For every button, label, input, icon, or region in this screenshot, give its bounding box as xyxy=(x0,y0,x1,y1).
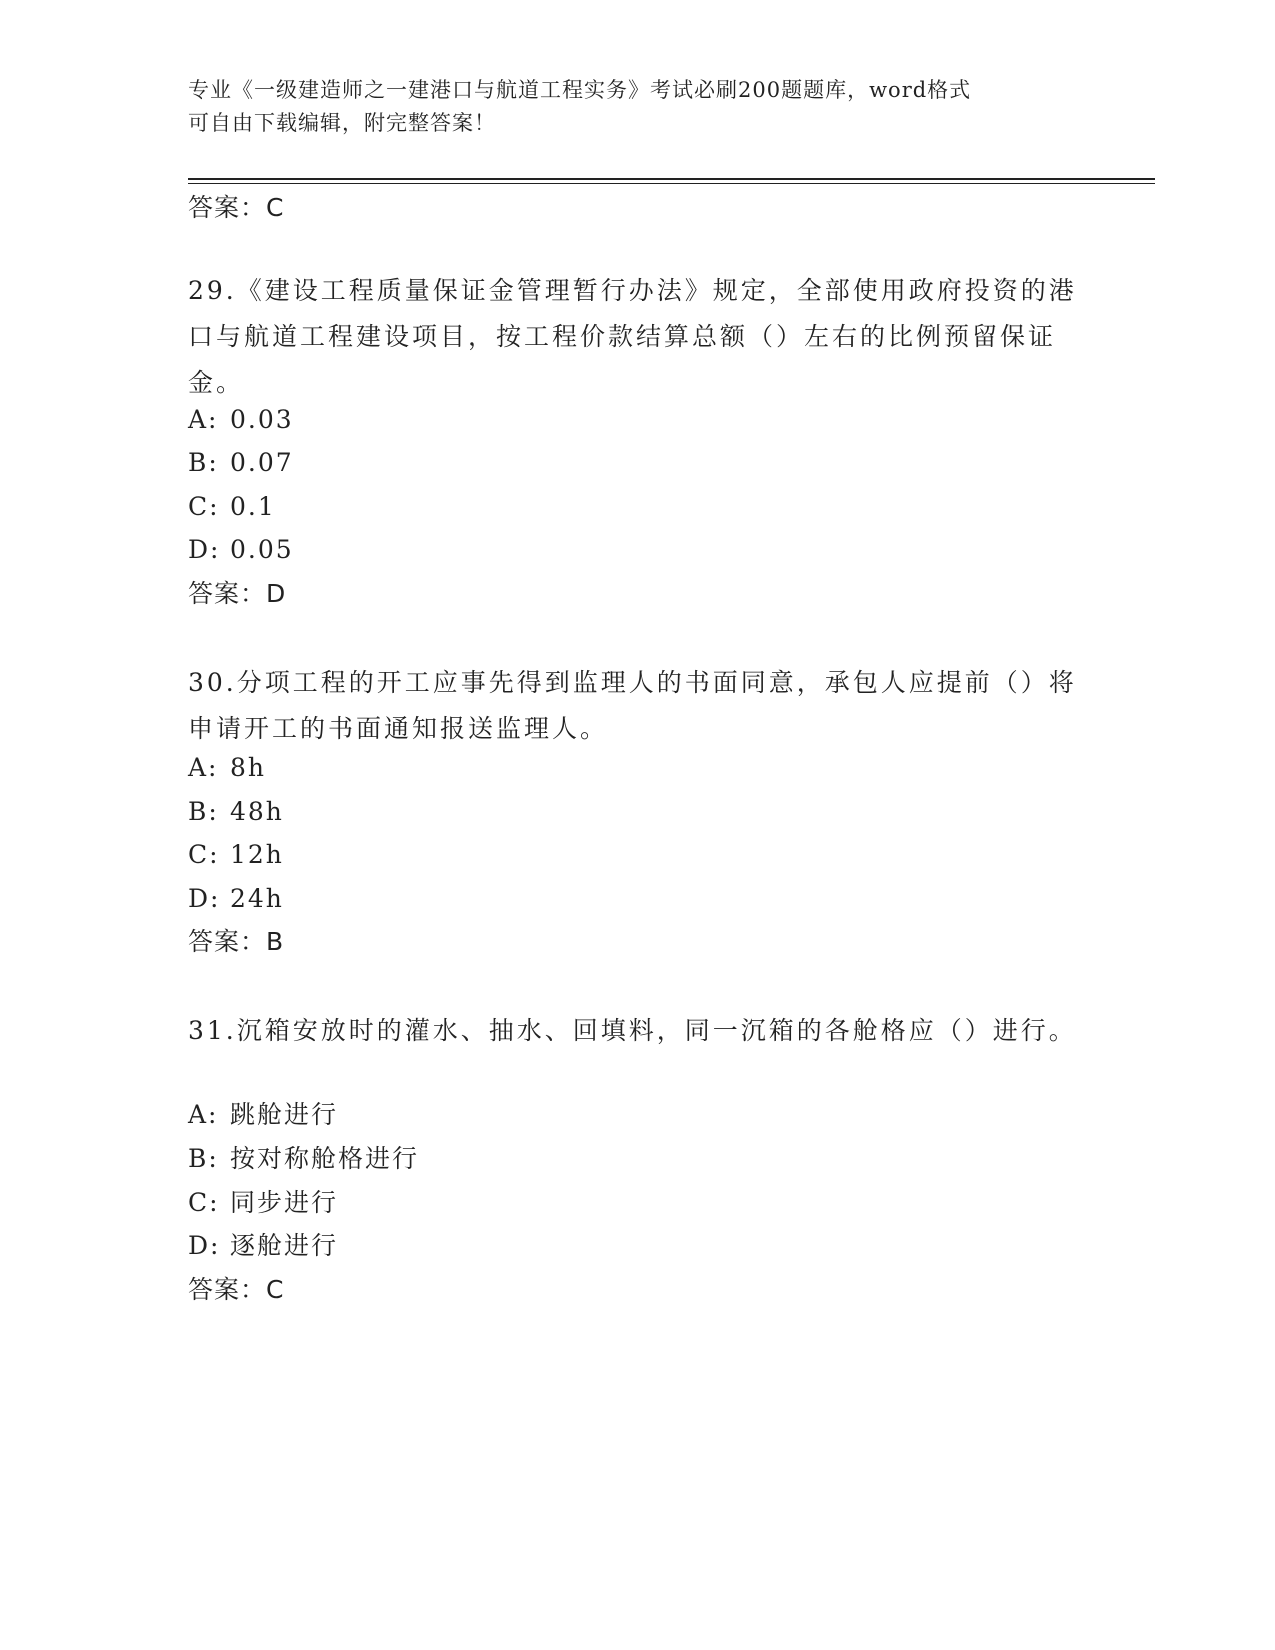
option-value: 逐舱进行 xyxy=(230,1231,339,1260)
option-a xyxy=(188,1097,338,1133)
question-text: 31.沉箱安放时的灌水、抽水、回填料，同一沉箱的各舱格应（）进行。 xyxy=(188,1016,1077,1045)
option-d xyxy=(188,1228,338,1264)
option-value: 同步进行 xyxy=(230,1188,339,1217)
answer: 答案：D xyxy=(188,579,287,608)
option-value: 0.03 xyxy=(230,405,294,434)
option-b xyxy=(188,794,284,830)
option-c xyxy=(188,489,276,525)
option-value: 48h xyxy=(230,797,284,826)
header-rule-thin xyxy=(188,183,1155,184)
option-value: 8h xyxy=(230,753,267,782)
option-a xyxy=(188,750,266,786)
option-label: B: xyxy=(188,448,219,477)
option-value: 12h xyxy=(230,840,284,869)
header-line-2: 可自由下载编辑，附完整答案！ xyxy=(188,111,496,135)
option-b xyxy=(188,445,294,481)
option-c xyxy=(188,837,284,873)
option-c xyxy=(188,1185,338,1221)
option-label: D: xyxy=(188,535,221,564)
document-header xyxy=(188,74,1068,140)
answer: 答案：B xyxy=(188,927,285,956)
option-b xyxy=(188,1141,419,1177)
option-d xyxy=(188,532,294,568)
answer: 答案：C xyxy=(188,1275,285,1304)
option-label: A: xyxy=(188,1100,219,1129)
option-label: C: xyxy=(188,1188,220,1217)
option-label: D: xyxy=(188,884,221,913)
question-text: 30.分项工程的开工应事先得到监理人的书面同意，承包人应提前（）将申请开工的书面通知报送监理人。 xyxy=(188,668,1077,743)
option-value: 0.1 xyxy=(230,492,276,521)
option-label: C: xyxy=(188,840,220,869)
option-label: B: xyxy=(188,1144,219,1173)
option-label: A: xyxy=(188,405,219,434)
option-value: 跳舱进行 xyxy=(230,1100,339,1129)
option-label: C: xyxy=(188,492,220,521)
option-value: 0.07 xyxy=(230,448,294,477)
option-value: 24h xyxy=(230,884,284,913)
question-text: 29.《建设工程质量保证金管理暂行办法》规定，全部使用政府投资的港口与航道工程建设项目，按工程价款结算总额（）左右的比例预留保证金。 xyxy=(188,276,1077,397)
option-value: 0.05 xyxy=(230,535,294,564)
previous-answer: 答案：C xyxy=(188,193,285,222)
option-d xyxy=(188,881,284,917)
option-label: A: xyxy=(188,753,219,782)
header-rule-thick xyxy=(188,178,1155,180)
option-a xyxy=(188,402,294,438)
option-label: D: xyxy=(188,1231,221,1260)
option-value: 按对称舱格进行 xyxy=(230,1144,420,1173)
option-label: B: xyxy=(188,797,219,826)
header-line-1: 专业《一级建造师之一建港口与航道工程实务》考试必刷200题题库，word格式 xyxy=(188,78,972,102)
